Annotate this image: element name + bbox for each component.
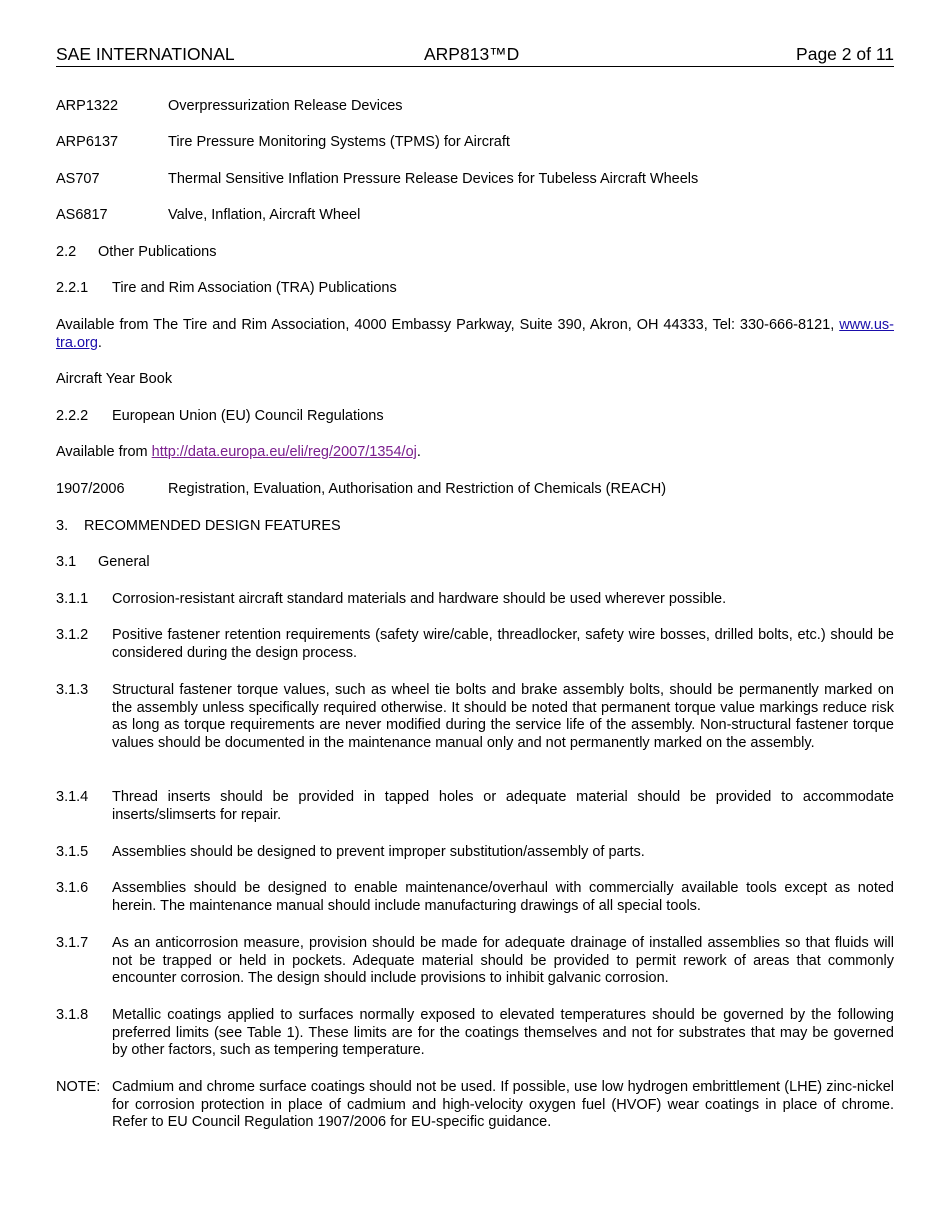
ref-title: Registration, Evaluation, Authorisation and Restriction of Chemicals (REACH): [168, 481, 667, 497]
ref-code: AS6817: [56, 207, 108, 223]
item-number: 3.1.4: [56, 789, 89, 805]
item-number: 3.1.7: [56, 935, 89, 951]
header-doc-number: ARP813™D: [424, 44, 520, 64]
section-number: 2.2: [56, 244, 77, 260]
item-number: 3.1.3: [56, 682, 89, 698]
availability-text: Available from The Tire and Rim Association, 4000 Embassy Parkway, Suite 390, Akron, OH 44333, Tel: 330-666-8121, www.us-tra.org.: [56, 317, 894, 351]
section-title: Other Publications: [98, 244, 217, 260]
section-number: 3.1: [56, 554, 77, 570]
item-number: 3.1.2: [56, 627, 89, 643]
publication-name: Aircraft Year Book: [56, 371, 173, 387]
header-org: SAE INTERNATIONAL: [56, 44, 235, 64]
item-number: 3.1.8: [56, 1007, 89, 1023]
item-text: Assemblies should be designed to prevent improper substitution/assembly of parts.: [112, 844, 645, 860]
item-number: 3.1.1: [56, 591, 89, 607]
ref-title: Valve, Inflation, Aircraft Wheel: [168, 207, 361, 223]
section-number: 2.2.2: [56, 408, 89, 424]
ref-code: ARP6137: [56, 134, 119, 150]
ref-code: ARP1322: [56, 98, 119, 114]
ref-title: Tire Pressure Monitoring Systems (TPMS) for Aircraft: [168, 134, 510, 150]
item-number: 3.1.5: [56, 844, 89, 860]
item-text: Assemblies should be designed to enable maintenance/overhaul with commercially available tools except as noted herein. The maintenance manual should include manufacturing drawings of all special tools.: [112, 880, 894, 914]
ref-code: AS707: [56, 171, 100, 187]
header-page-number: Page 2 of 11: [796, 44, 894, 64]
page-header: [56, 44, 894, 67]
note-label: NOTE:: [56, 1079, 101, 1095]
item-number: 3.1.6: [56, 880, 89, 896]
item-text: Thread inserts should be provided in tapped holes or adequate material should be provided to accommodate inserts/slimserts for repair.: [112, 789, 894, 823]
eu-regulation-link[interactable]: http://data.europa.eu/eli/reg/2007/1354/oj: [151, 444, 417, 460]
item-text: Corrosion-resistant aircraft standard materials and hardware should be used wherever possible.: [112, 591, 727, 607]
ref-title: Overpressurization Release Devices: [168, 98, 403, 114]
section-title: Tire and Rim Association (TRA) Publications: [112, 280, 397, 296]
note-text: Cadmium and chrome surface coatings should not be used. If possible, use low hydrogen embrittlement (LHE) zinc-nickel for corrosion protection in place of cadmium and high-velocity oxygen fuel (HVOF) wear coatings in place of chrome. Refer to EU Council Regulation 1907/2006 for EU-specific guidance.: [112, 1079, 894, 1130]
tra-website-link[interactable]: www.us-tra.org: [56, 317, 894, 351]
section-title: RECOMMENDED DESIGN FEATURES: [84, 518, 341, 534]
availability-address: Available from The Tire and Rim Association, 4000 Embassy Parkway, Suite 390, Akron, OH 44333, Tel: 330-666-8121,: [56, 317, 835, 333]
item-text: As an anticorrosion measure, provision should be made for adequate drainage of installed assemblies so that fluids will not be trapped or held in pockets. Adequate material should be provided to permit rework of areas that commonly encounter corrosion. The design should include provisions to inhibit galvanic corrosion.: [112, 935, 894, 986]
availability-text: Available from http://data.europa.eu/eli/reg/2007/1354/oj.: [56, 444, 421, 460]
ref-code: 1907/2006: [56, 481, 125, 497]
item-text: Structural fastener torque values, such as wheel tie bolts and brake assembly bolts, should be permanently marked on the assembly unless specifically required otherwise. It should be noted that permanent torque value markings reduce risk as long as torque requirements are never modified during the service life of the assembly. Non-structural fastener torque values should be documented in the maintenance manual only and not permanently marked on the assembly.: [112, 682, 894, 751]
section-title: General: [98, 554, 150, 570]
section-number: 3.: [56, 518, 69, 534]
ref-title: Thermal Sensitive Inflation Pressure Release Devices for Tubeless Aircraft Wheels: [168, 171, 699, 187]
item-text: Positive fastener retention requirements (safety wire/cable, threadlocker, safety wire bosses, drilled bolts, etc.) should be considered during the design process.: [112, 627, 894, 661]
item-text: Metallic coatings applied to surfaces normally exposed to elevated temperatures should be governed by the following preferred limits (see Table 1). These limits are for the coatings themselves and not for substrates that may be governed by other factors, such as tempering temperature.: [112, 1007, 894, 1058]
availability-prefix: Available from: [56, 444, 152, 460]
section-title: European Union (EU) Council Regulations: [112, 408, 384, 424]
section-number: 2.2.1: [56, 280, 89, 296]
